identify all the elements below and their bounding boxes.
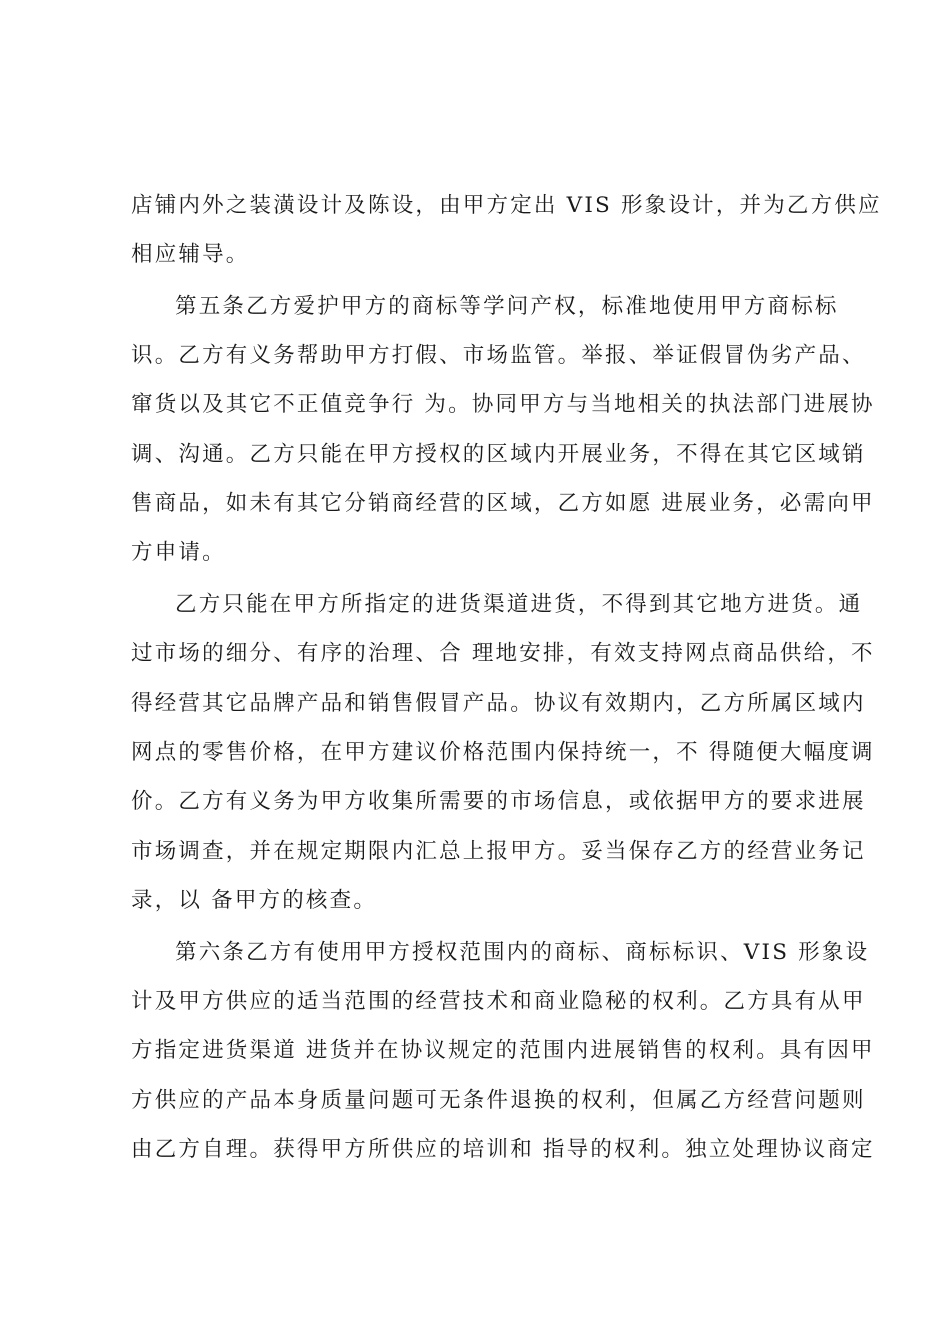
text-line: 方供应的产品本身质量问题可无条件退换的权利，但属乙方经营问题则 [131, 1088, 866, 1113]
text-line: 价。乙方有义务为甲方收集所需要的市场信息，或依据甲方的要求进展 [131, 789, 866, 814]
text-line: 窜货以及其它不正值竞争行 为。协同甲方与当地相关的执法部门进展协 [131, 392, 875, 417]
text-line: 由乙方自理。获得甲方所供应的培训和 指导的权利。独立处理协议商定 [131, 1137, 875, 1162]
text-line: 第六条乙方有使用甲方授权范围内的商标、商标标识、VIS 形象设 [175, 940, 870, 965]
text-line: 相应辅导。 [131, 242, 250, 267]
text-line: 第五条乙方爱护甲方的商标等学问产权，标准地使用甲方商标标 [175, 294, 839, 319]
text-line: 市场调查，并在规定期限内汇总上报甲方。妥当保存乙方的经营业务记 [131, 839, 866, 864]
text-line: 调、沟通。乙方只能在甲方授权的区域内开展业务，不得在其它区域销 [131, 442, 866, 467]
text-line: 乙方只能在甲方所指定的进货渠道进货，不得到其它地方进货。通 [175, 592, 863, 617]
text-line: 方申请。 [131, 540, 226, 565]
text-line: 网点的零售价格，在甲方建议价格范围内保持统一，不 得随便大幅度调 [131, 740, 875, 765]
text-line: 录，以 备甲方的核查。 [131, 888, 378, 913]
text-line: 售商品，如未有其它分销商经营的区域，乙方如愿 进展业务，必需向甲 [131, 491, 875, 516]
text-line: 识。乙方有义务帮助甲方打假、市场监管。举报、举证假冒伪劣产品、 [131, 343, 866, 368]
text-line: 方指定进货渠道 进货并在协议规定的范围内进展销售的权利。具有因甲 [131, 1038, 875, 1063]
text-line: 计及甲方供应的适当范围的经营技术和商业隐秘的权利。乙方具有从甲 [131, 989, 866, 1014]
text-line: 过市场的细分、有序的治理、合 理地安排，有效支持网点商品供给，不 [131, 641, 875, 666]
text-line: 得经营其它品牌产品和销售假冒产品。协议有效期内，乙方所属区域内 [131, 691, 866, 716]
text-line: 店铺内外之装潢设计及陈设，由甲方定出 VIS 形象设计，并为乙方供应 [131, 193, 882, 218]
